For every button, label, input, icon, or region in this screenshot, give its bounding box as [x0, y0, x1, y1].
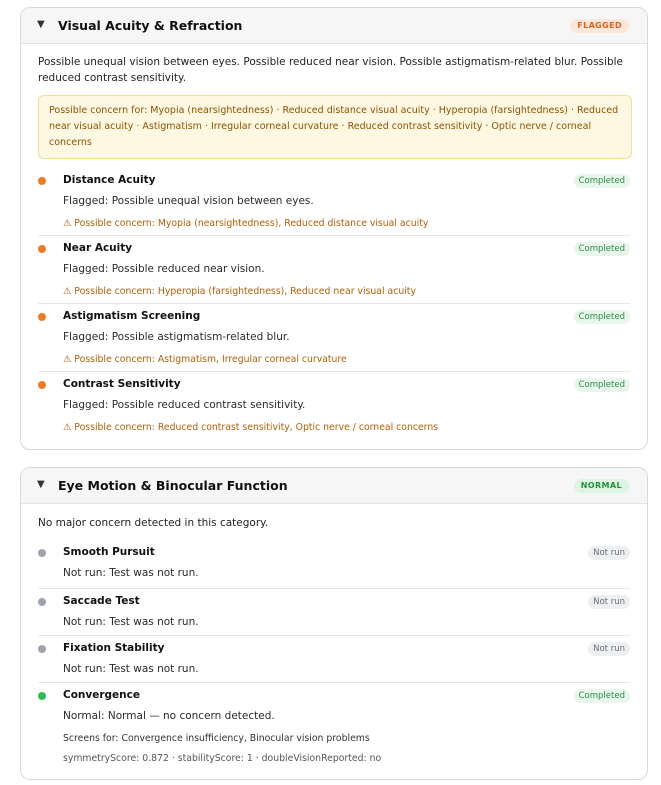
test-status-badge: Completed [574, 378, 630, 392]
section-header-visual-acuity[interactable] [21, 8, 647, 44]
section-title: Visual Acuity & Refraction [58, 18, 243, 33]
test-item-fixation [38, 635, 630, 682]
status-dot-icon [38, 598, 46, 606]
caret-down-icon[interactable]: ▼ [37, 479, 45, 490]
test-item-astigmatism [38, 303, 630, 371]
status-dot-icon [38, 177, 46, 185]
test-description: Flagged: Possible astigmatism-related blur. [63, 331, 290, 343]
status-dot-icon [38, 692, 46, 700]
test-name: Convergence [63, 689, 140, 701]
section-visual-acuity [20, 7, 648, 450]
test-description: Flagged: Possible reduced near vision. [63, 263, 265, 275]
test-status-badge: Not run [588, 642, 630, 656]
test-description: Flagged: Possible unequal vision between eyes. [63, 195, 314, 207]
test-name: Astigmatism Screening [63, 310, 201, 322]
test-name: Smooth Pursuit [63, 546, 155, 558]
test-status-badge: Not run [588, 546, 630, 560]
test-concern: ⚠ Possible concern: Hyperopia (farsightedness), Reduced near visual acuity [63, 286, 416, 297]
test-concern: ⚠ Possible concern: Reduced contrast sensitivity, Optic nerve / corneal concerns [63, 422, 439, 433]
test-description: Normal: Normal — no concern detected. [63, 710, 275, 722]
test-description: Not run: Test was not run. [63, 616, 199, 628]
test-item-smooth-pursuit [38, 544, 630, 590]
test-metrics: symmetryScore: 0.872 · stabilityScore: 1 · doubleVisionReported: no [63, 753, 382, 764]
section-summary: Possible unequal vision between eyes. Possible reduced near vision. Possible astigmatism-related blur. Possible reduced contrast sensitivity. [38, 56, 623, 84]
status-badge: FLAGGED [570, 19, 629, 33]
status-dot-icon [38, 549, 46, 557]
test-description: Flagged: Possible reduced contrast sensitivity. [63, 399, 306, 411]
status-dot-icon [38, 381, 46, 389]
section-summary: No major concern detected in this category. [38, 517, 269, 529]
test-item-saccade [38, 588, 630, 635]
test-name: Fixation Stability [63, 642, 165, 654]
status-dot-icon [38, 313, 46, 321]
test-name: Distance Acuity [63, 174, 156, 186]
test-description: Not run: Test was not run. [63, 567, 199, 579]
section-header-eye-motion[interactable] [21, 468, 647, 504]
test-status-badge: Completed [574, 310, 630, 324]
caret-down-icon[interactable]: ▼ [37, 19, 45, 30]
test-concern: ⚠ Possible concern: Astigmatism, Irregular corneal curvature [63, 354, 347, 365]
test-item-contrast [38, 371, 630, 439]
test-name: Near Acuity [63, 242, 133, 254]
section-eye-motion [20, 467, 648, 780]
test-concern: ⚠ Possible concern: Myopia (nearsightedness), Reduced distance visual acuity [63, 218, 429, 229]
test-item-near-acuity [38, 235, 630, 303]
test-status-badge: Completed [574, 242, 630, 256]
test-description: Not run: Test was not run. [63, 663, 199, 675]
test-status-badge: Not run [588, 595, 630, 609]
test-name: Saccade Test [63, 595, 140, 607]
test-status-badge: Completed [574, 689, 630, 703]
status-badge: NORMAL [574, 479, 629, 493]
test-name: Contrast Sensitivity [63, 378, 181, 390]
section-title: Eye Motion & Binocular Function [58, 478, 288, 493]
test-status-badge: Completed [574, 174, 630, 188]
test-item-convergence [38, 682, 630, 773]
status-dot-icon [38, 245, 46, 253]
test-item-distance-acuity [38, 171, 630, 235]
concern-box: Possible concern for: Myopia (nearsightedness) · Reduced distance visual acuity · Hyperopia (farsightedness) · Reduced near visual acuity · Astigmatism · Irregular corneal curvature · Reduced contrast sensitivity · Optic nerve / corneal concerns [38, 95, 632, 159]
status-dot-icon [38, 645, 46, 653]
test-screens-for: Screens for: Convergence insufficiency, Binocular vision problems [63, 733, 370, 744]
